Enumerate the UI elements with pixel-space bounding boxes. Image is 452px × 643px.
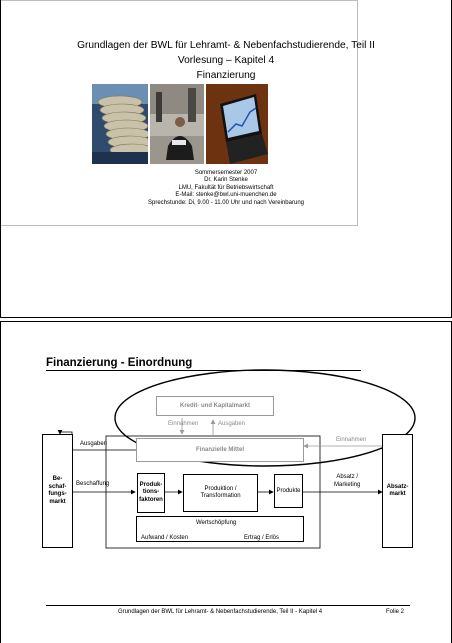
produktionsfaktoren-line-2: tions- [142, 489, 160, 496]
footer-page: Folie 2 [386, 609, 405, 615]
produktionsfaktoren-line-1: Produk- [139, 481, 163, 488]
slide-title-line-1: Grundlagen der BWL für Lehramt- & Nebenfachstudierende, Teil II [77, 40, 375, 51]
author: Dr. Karin Stenke [204, 177, 248, 184]
absatzmarkt-line-1: Absatz- [386, 483, 409, 490]
beschaffungsmarkt-line-3: fungs- [48, 491, 67, 497]
einnahmen-right-label: Einnahmen [336, 437, 367, 443]
beschaffungsmarkt-line-2: schaf- [48, 483, 67, 490]
ausgaben-top-label: Ausgaben [218, 421, 246, 427]
absatz-label [334, 474, 360, 489]
aufwand-label: Aufwand / Kosten [141, 535, 189, 541]
beschaffungsmarkt-line-4: markt [49, 498, 66, 505]
produktion-line-2: Transformation [200, 493, 241, 499]
beschaffungsmarkt-box [42, 434, 73, 548]
semester: Sommersemester 2007 [194, 170, 258, 176]
kapitalmarkt-box: Kredit- und Kapitalmarkt [156, 396, 274, 416]
finanzielle-mittel-box: Finanzielle Mittel [136, 438, 304, 462]
institute: LMU, Fakultät für Betriebswirtschaft [178, 184, 274, 191]
absatz-line-2: Marketing [334, 481, 361, 488]
produktion-box [183, 474, 258, 512]
absatz-line-1: Absatz / [336, 474, 359, 480]
absatzmarkt-line-2: markt [389, 491, 406, 497]
slide-title-line-2: Vorlesung – Kapitel 4 [177, 55, 275, 66]
slide-title-line-3: Finanzierung [196, 70, 256, 81]
ertrag-label: Ertrag / Erlös [244, 535, 280, 541]
produktionsfaktoren-box [137, 473, 165, 513]
produktionsfaktoren-line-3: faktoren [139, 496, 163, 503]
produkte-box: Produkte [274, 474, 303, 508]
footer-divider [46, 605, 410, 606]
beschaffungsmarkt-line-1: Be- [52, 476, 63, 482]
produktion-line-1: Produktion / [204, 485, 237, 492]
email: E-Mail: stenke@bwl.uni-muenchen.de [175, 192, 277, 199]
office-hours: Sprechstunde: Di, 9.00 - 11.00 Uhr und nach Vereinbarung [148, 199, 304, 206]
absatzmarkt-box [382, 434, 413, 548]
slide-heading: Finanzierung - Einordnung [46, 357, 193, 369]
einnahmen-left-label: Einnahmen [168, 421, 199, 427]
footer-text: Grundlagen der BWL für Lehramt- & Nebenfachstudierende, Teil II - Kapitel 4 [118, 609, 323, 615]
ausgaben-left-label: Ausgaben [80, 441, 108, 447]
wertschoepfung-label: Wertschöpfung [196, 520, 237, 526]
beschaffung-label: Beschaffung [76, 481, 110, 487]
